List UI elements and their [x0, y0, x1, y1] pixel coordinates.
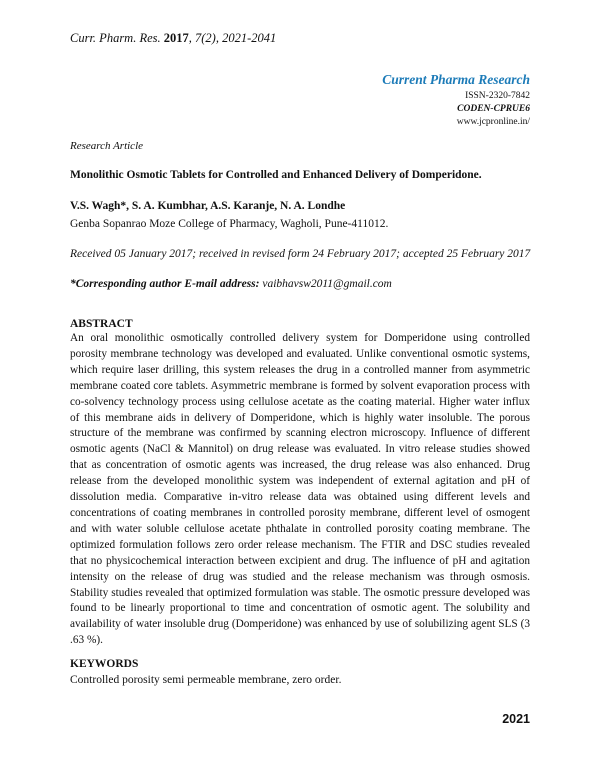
journal-coden: CODEN-CPRUE6 [457, 104, 530, 114]
article-title: Monolithic Osmotic Tablets for Controlled and Enhanced Delivery of Domperidone. [70, 169, 482, 181]
page-number: 2021 [502, 712, 530, 726]
article-dates: Received 05 January 2017; received in revised form 24 February 2017; accepted 25 February 2017 [70, 248, 531, 260]
corresponding-label: *Corresponding author E-mail address: [70, 278, 260, 290]
citation-year: 2017 [163, 31, 189, 45]
article-affiliation: Genba Sopanrao Moze College of Pharmacy, Wagholi, Pune-411012. [70, 218, 389, 230]
citation-line [70, 31, 276, 46]
corresponding-email[interactable]: vaibhavsw2011@gmail.com [262, 278, 392, 290]
article-type: Research Article [70, 140, 144, 152]
journal-issn: ISSN-2320-7842 [465, 91, 530, 101]
journal-name: Current Pharma Research [382, 72, 530, 87]
citation-journal: Curr. Pharm. Res. [70, 31, 161, 45]
abstract-heading: ABSTRACT [70, 318, 133, 330]
journal-website[interactable]: www.jcpronline.in/ [456, 117, 530, 127]
abstract-text: An oral monolithic osmotically controlled delivery system for Domperidone using controlled porosity membrane technology was developed and evaluated. Unlike conventional osmotic systems, which require laser drilling, this system releases the drug in a controlled manner from asymmetric membrane coated core tablets. Asymmetric membrane is formed by solvent evaporation process with co-solvency technology process using cellulose acetate as the coating material. Higher water influx of this membrane aids in delivery of Domperidone, which is highly water insoluble. The porous structure of the membrane was confirmed by scanning electron microscopy. Influence of different osmotic agents (NaCl & Mannitol) on drug release was evaluated. In vitro release studies showed that as concentration of osmotic agents was increased, the drug release was also enhanced. Drug release from the developed monolithic system was independent of external agitation and pH of dissolution media. Comparative in-vitro release data was obtained using different levels and concentrations of coating membranes in controlled porosity membrane, different level of osmogent and with water soluble cellulose acetate phthalate in controlled porosity coating membrane. The optimized formulation follows zero order release mechanism. The FTIR and DSC studies revealed that no physicochemical interaction between excipient and drug. The influence of pH and agitation intensity on the release of drug was studied and the release mechanism was through osmosis. Stability studies revealed that optimized formulation was stable. The osmotic pressure developed was found to be linearly proportional to time and concentration of osmotic agent. The solubility and availability of water insoluble drug (Domperidone) was enhanced by use of solubilizing agent SLS (3 .63 %). [70, 332, 530, 647]
article-authors: V.S. Wagh*, S. A. Kumbhar, A.S. Karanje, N. A. Londhe [70, 200, 346, 212]
keywords-text: Controlled porosity semi permeable membrane, zero order. [70, 674, 342, 686]
keywords-heading: KEYWORDS [70, 658, 139, 670]
corresponding-author [70, 278, 392, 290]
citation-volume-pages: , 7(2), 2021-2041 [188, 31, 277, 45]
journal-info [382, 72, 530, 129]
